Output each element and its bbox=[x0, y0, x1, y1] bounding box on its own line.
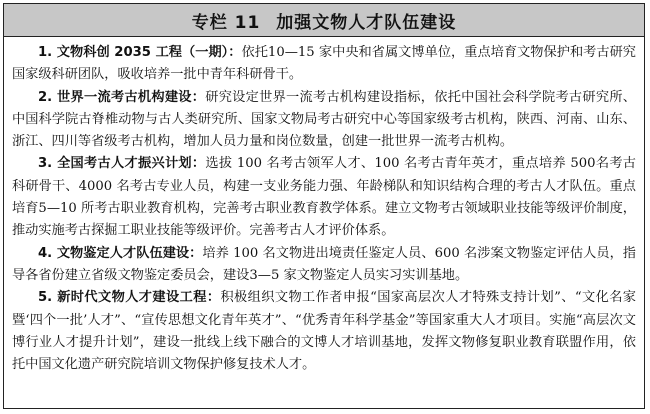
column-title: 加强文物人才队伍建设 bbox=[276, 12, 457, 33]
list-item-5 bbox=[12, 287, 636, 376]
column-header bbox=[4, 4, 644, 37]
list-item-3 bbox=[12, 153, 636, 242]
list-item-1 bbox=[12, 42, 636, 87]
item-text: 依托10—15 家中央和省属文博单位，重点培育文物保护和考古研究国家级科研团队，吸收培养一批中青年科研骨干。 bbox=[12, 45, 636, 83]
item-heading: 5. 新时代文物人才建设工程： bbox=[38, 290, 221, 306]
item-heading: 2. 世界一流考古机构建设： bbox=[38, 89, 206, 105]
item-heading: 3. 全国考古人才振兴计划： bbox=[38, 156, 206, 172]
item-text: 选拔 100 名考古领军人才、100 名考古青年英才，重点培养 500名考古科研骨干、4000 名考古专业人员，构建一支业务能力强、年龄梯队和知识结构合理的考古人才队伍。重点培育5—10 所考古职业教育机构，完善考古职业教育教学体系。建立文物考古领域职业技能等级评价制度，推动实施考古探掘工职业技能等级评价。完善考古人才评价体系。 bbox=[12, 156, 636, 239]
list-item-4 bbox=[12, 243, 636, 288]
item-text: 培养 100 名文物进出境责任鉴定人员、600 名涉案文物鉴定评估人员，指导各省份建立省级文物鉴定委员会，建设3—5 家文物鉴定人员实习实训基地。 bbox=[12, 245, 636, 283]
list-item-2 bbox=[12, 87, 636, 154]
item-heading: 1. 文物科创 2035 工程（一期）： bbox=[38, 45, 242, 60]
column-label: 专栏 11 bbox=[191, 12, 261, 33]
item-text: 研究设定世界一流考古机构建设指标，依托中国社会科学院考古研究所、中国科学院古脊椎动物与古人类研究所、国家文物局考古研究中心等国家级考古机构，陕西、河南、山东、浙江、四川等省级考古机构，增加人员力量和岗位数量，创建一批世界一流考古机构。 bbox=[12, 89, 636, 150]
item-heading: 4. 文物鉴定人才队伍建设： bbox=[38, 245, 203, 261]
column-box bbox=[3, 3, 645, 409]
item-text: 积极组织文物工作者申报“国家高层次人才特殊支持计划”、“文化名家暨‘四个一批’人才”、“宣传思想文化青年英才”、“优秀青年科学基金”等国家重大人才项目。实施“高层次文博行业人才提升计划”，建设一批线上线下融合的文博人才培训基地，发挥文物修复职业教育联盟作用，依托中国文化遗产研究院培训文物保护修复技术人才。 bbox=[12, 290, 636, 373]
column-content bbox=[4, 37, 644, 376]
